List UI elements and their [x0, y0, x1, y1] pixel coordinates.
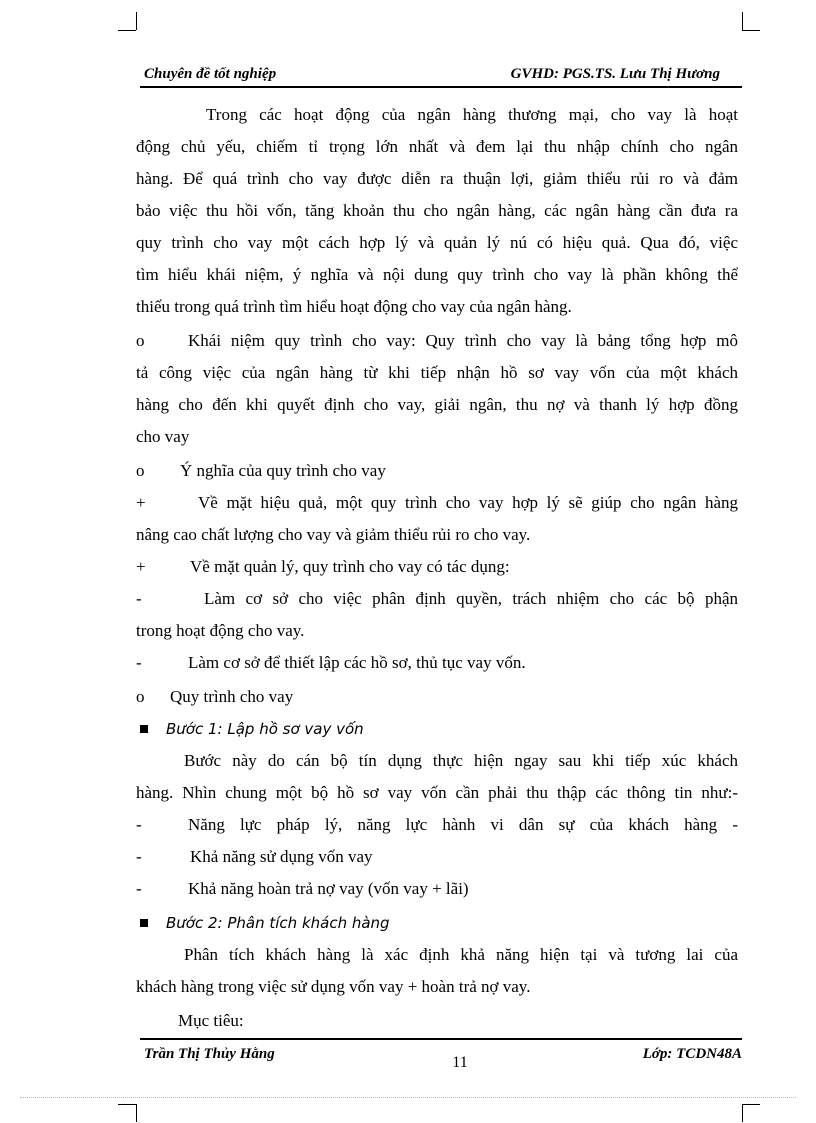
- header-left: Chuyên đề tốt nghiệp: [144, 66, 277, 82]
- list-item-text: Khái niệm quy trình cho vay: Quy trình cho vay là bảng tổng hợp mô: [188, 331, 738, 350]
- list-item-text: Quy trình cho vay: [170, 687, 294, 706]
- body-line: tả công việc của ngân hàng từ khi tiếp nhận hồ sơ vay vốn của một khách: [136, 363, 738, 382]
- circle-bullet: o: [136, 331, 145, 350]
- body-line: thiếu trong quá trình tìm hiểu hoạt động cho vay của ngân hàng.: [136, 297, 572, 316]
- plus-bullet: +: [136, 493, 146, 512]
- body-line: hàng cho đến khi quyết định cho vay, giải ngân, thu nợ và thanh lý hợp đồng: [136, 395, 738, 414]
- list-item-text: Khả năng sử dụng vốn vay: [190, 847, 373, 866]
- crop-mark: [118, 1104, 136, 1105]
- dash-bullet: -: [136, 653, 142, 672]
- body-line: hàng. Nhìn chung một bộ hồ sơ vay vốn cần phải thu thập các thông tin như:-: [136, 783, 738, 802]
- body-line: động chủ yếu, chiếm tỉ trọng lớn nhất và đem lại thu nhập chính cho ngân: [136, 137, 738, 156]
- square-bullet-icon: [140, 725, 148, 733]
- body-line: tìm hiểu khái niệm, ý nghĩa và nội dung quy trình cho vay là phần không thể: [136, 265, 738, 284]
- circle-bullet: o: [136, 461, 145, 480]
- dash-bullet: -: [136, 847, 142, 866]
- square-bullet-icon: [140, 919, 148, 927]
- page-footer: [140, 1038, 742, 1080]
- list-item-text: Về mặt hiệu quả, một quy trình cho vay hợp lý sẽ giúp cho ngân hàng: [198, 493, 738, 512]
- list-item-text: Khả năng hoàn trả nợ vay (vốn vay + lãi): [188, 879, 469, 898]
- list-item-text: Làm cơ sở để thiết lập các hồ sơ, thủ tục vay vốn.: [188, 653, 526, 672]
- page-number: 11: [452, 1054, 468, 1071]
- body-line: hàng. Để quá trình cho vay được diễn ra thuận lợi, giảm thiểu rủi ro và đảm: [136, 169, 738, 188]
- body-line: trong hoạt động cho vay.: [136, 621, 305, 640]
- list-item-text: Ý nghĩa của quy trình cho vay: [180, 461, 386, 480]
- header-right: GVHD: PGS.TS. Lưu Thị Hương: [510, 66, 720, 82]
- step-heading-text: Bước 2: Phân tích khách hàng: [166, 914, 390, 932]
- dash-bullet: -: [136, 879, 142, 898]
- dash-bullet: -: [136, 815, 142, 834]
- page-header: [140, 64, 742, 88]
- footer-author: Trần Thị Thủy Hằng: [144, 1046, 275, 1062]
- list-item-text: Năng lực pháp lý, năng lực hành vi dân sự của khách hàng -: [188, 815, 738, 834]
- list-item-text: Về mặt quản lý, quy trình cho vay có tác dụng:: [190, 557, 510, 576]
- footer-class: Lớp: TCDN48A: [642, 1046, 742, 1062]
- crop-mark: [136, 1104, 137, 1122]
- circle-bullet: o: [136, 687, 145, 706]
- body-line: Trong các hoạt động của ngân hàng thương mại, cho vay là hoạt: [206, 105, 738, 124]
- body-line: cho vay: [136, 427, 190, 446]
- crop-mark: [136, 12, 137, 30]
- body-line: khách hàng trong việc sử dụng vốn vay + hoàn trả nợ vay.: [136, 977, 531, 996]
- body-line: Phân tích khách hàng là xác định khả năng hiện tại và tương lai của: [184, 945, 738, 964]
- crop-mark: [742, 1104, 760, 1105]
- dash-bullet: -: [136, 589, 142, 608]
- body-line: Mục tiêu:: [178, 1011, 244, 1030]
- body-line: nâng cao chất lượng cho vay và giảm thiểu rủi ro cho vay.: [136, 525, 531, 544]
- body-line: quy trình cho vay một cách hợp lý và quản lý nú có hiệu quả. Qua đó, việc: [136, 233, 738, 252]
- body-line: bảo việc thu hồi vốn, tăng khoản thu cho ngân hàng, các ngân hàng cần đưa ra: [136, 201, 738, 220]
- step-heading-text: Bước 1: Lập hồ sơ vay vốn: [166, 720, 364, 738]
- crop-mark: [742, 1104, 743, 1122]
- crop-mark: [742, 30, 760, 31]
- page-edge-divider: [20, 1097, 796, 1098]
- list-item-text: Làm cơ sở cho việc phân định quyền, trách nhiệm cho các bộ phận: [204, 589, 738, 608]
- crop-mark: [118, 30, 136, 31]
- body-line: Bước này do cán bộ tín dụng thực hiện ngay sau khi tiếp xúc khách: [184, 751, 738, 770]
- crop-mark: [742, 12, 743, 30]
- plus-bullet: +: [136, 557, 146, 576]
